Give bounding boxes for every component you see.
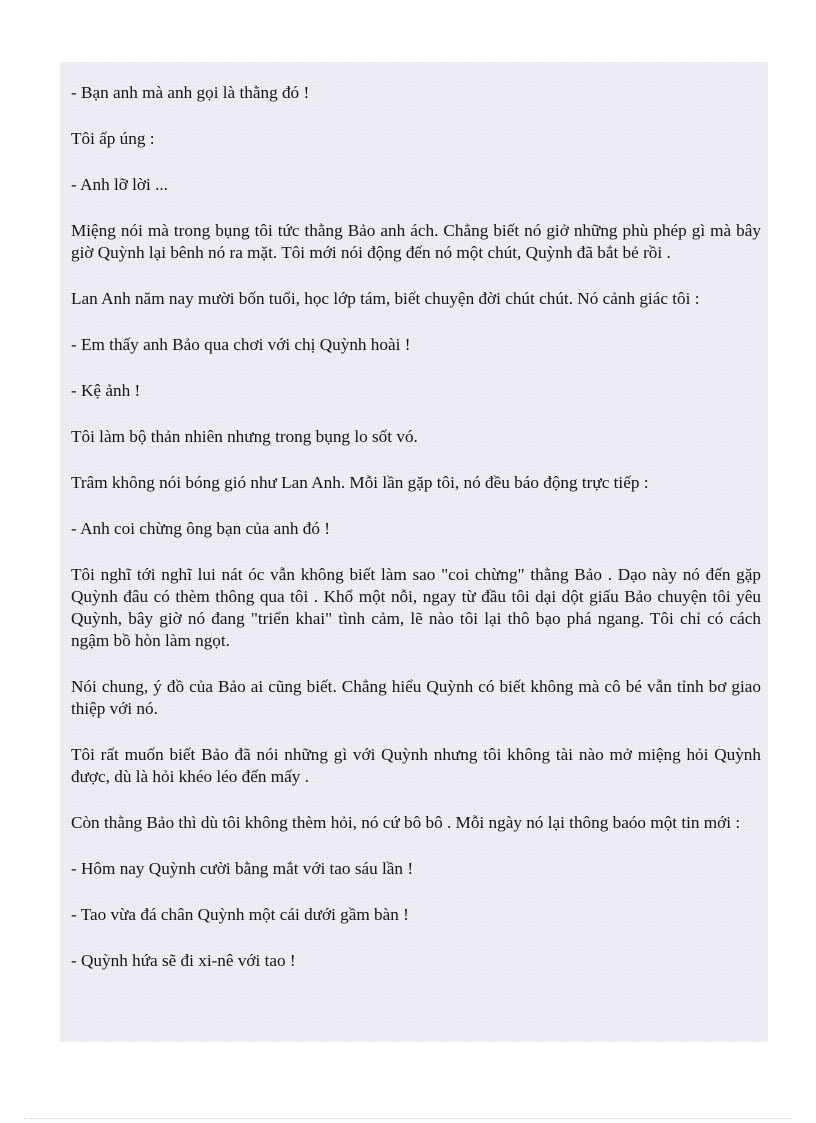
paragraph-3: - Anh lỡ lời ... (71, 175, 168, 194)
paragraph-2: Tôi ấp úng : (71, 129, 155, 148)
paragraph-7: - Kệ ảnh ! (71, 381, 141, 400)
paragraph-16: - Tao vừa đá chân Quỳnh một cái dưới gầm bàn ! (71, 905, 409, 924)
paragraph-13: Tôi rất muốn biết Bảo đã nói những gì với Quỳnh nhưng tôi không tài nào mở miệng hỏi Quỳnh được, dù là hỏi khéo léo đến mấy . (71, 745, 761, 786)
paragraph-5: Lan Anh năm nay mười bốn tuổi, học lớp tám, biết chuyện đời chút chút. Nó cảnh giác tôi : (71, 289, 700, 308)
paragraph-12: Nói chung, ý đồ của Bảo ai cũng biết. Chẳng hiểu Quỳnh có biết không mà cô bé vẫn tỉnh bơ giao thiệp với nó. (71, 677, 761, 718)
paragraph-14: Còn thằng Bảo thì dù tôi không thèm hỏi, nó cứ bô bô . Mỗi ngày nó lại thông baóo một tin mới : (71, 813, 741, 832)
document-body (71, 82, 761, 996)
page-bottom-divider (24, 1118, 792, 1119)
paragraph-9: Trâm không nói bóng gió như Lan Anh. Mỗi lần gặp tôi, nó đều báo động trực tiếp : (71, 473, 649, 492)
paragraph-10: - Anh coi chừng ông bạn của anh đó ! (71, 519, 330, 538)
paragraph-4: Miệng nói mà trong bụng tôi tức thằng Bảo anh ách. Chẳng biết nó giở những phù phép gì mà bây giờ Quỳnh lại bênh nó ra mặt. Tôi mới nói động đến nó một chút, Quỳnh đã bắt bẻ rồi . (71, 221, 761, 262)
paragraph-11: Tôi nghĩ tới nghĩ lui nát óc vẫn không biết làm sao "coi chừng" thằng Bảo . Dạo này nó đến gặp Quỳnh đâu có thèm thông qua tôi . Khổ một nỗi, ngay từ đầu tôi dại dột giấu Bảo chuyện tôi yêu Quỳnh, bây giờ nó đang "triển khai" tình cảm, lẽ nào tôi lại thô bạo phá ngang. Tôi chỉ có cách ngậm bồ hòn làm ngọt. (71, 565, 761, 650)
paragraph-15: - Hôm nay Quỳnh cười bằng mắt với tao sáu lần ! (71, 859, 414, 878)
paragraph-6: - Em thấy anh Bảo qua chơi với chị Quỳnh hoài ! (71, 335, 411, 354)
paragraph-1: - Bạn anh mà anh gọi là thằng đó ! (71, 83, 310, 102)
paragraph-17: - Quỳnh hứa sẽ đi xi-nê với tao ! (71, 951, 296, 970)
paragraph-8: Tôi làm bộ thản nhiên nhưng trong bụng lo sốt vó. (71, 427, 418, 446)
